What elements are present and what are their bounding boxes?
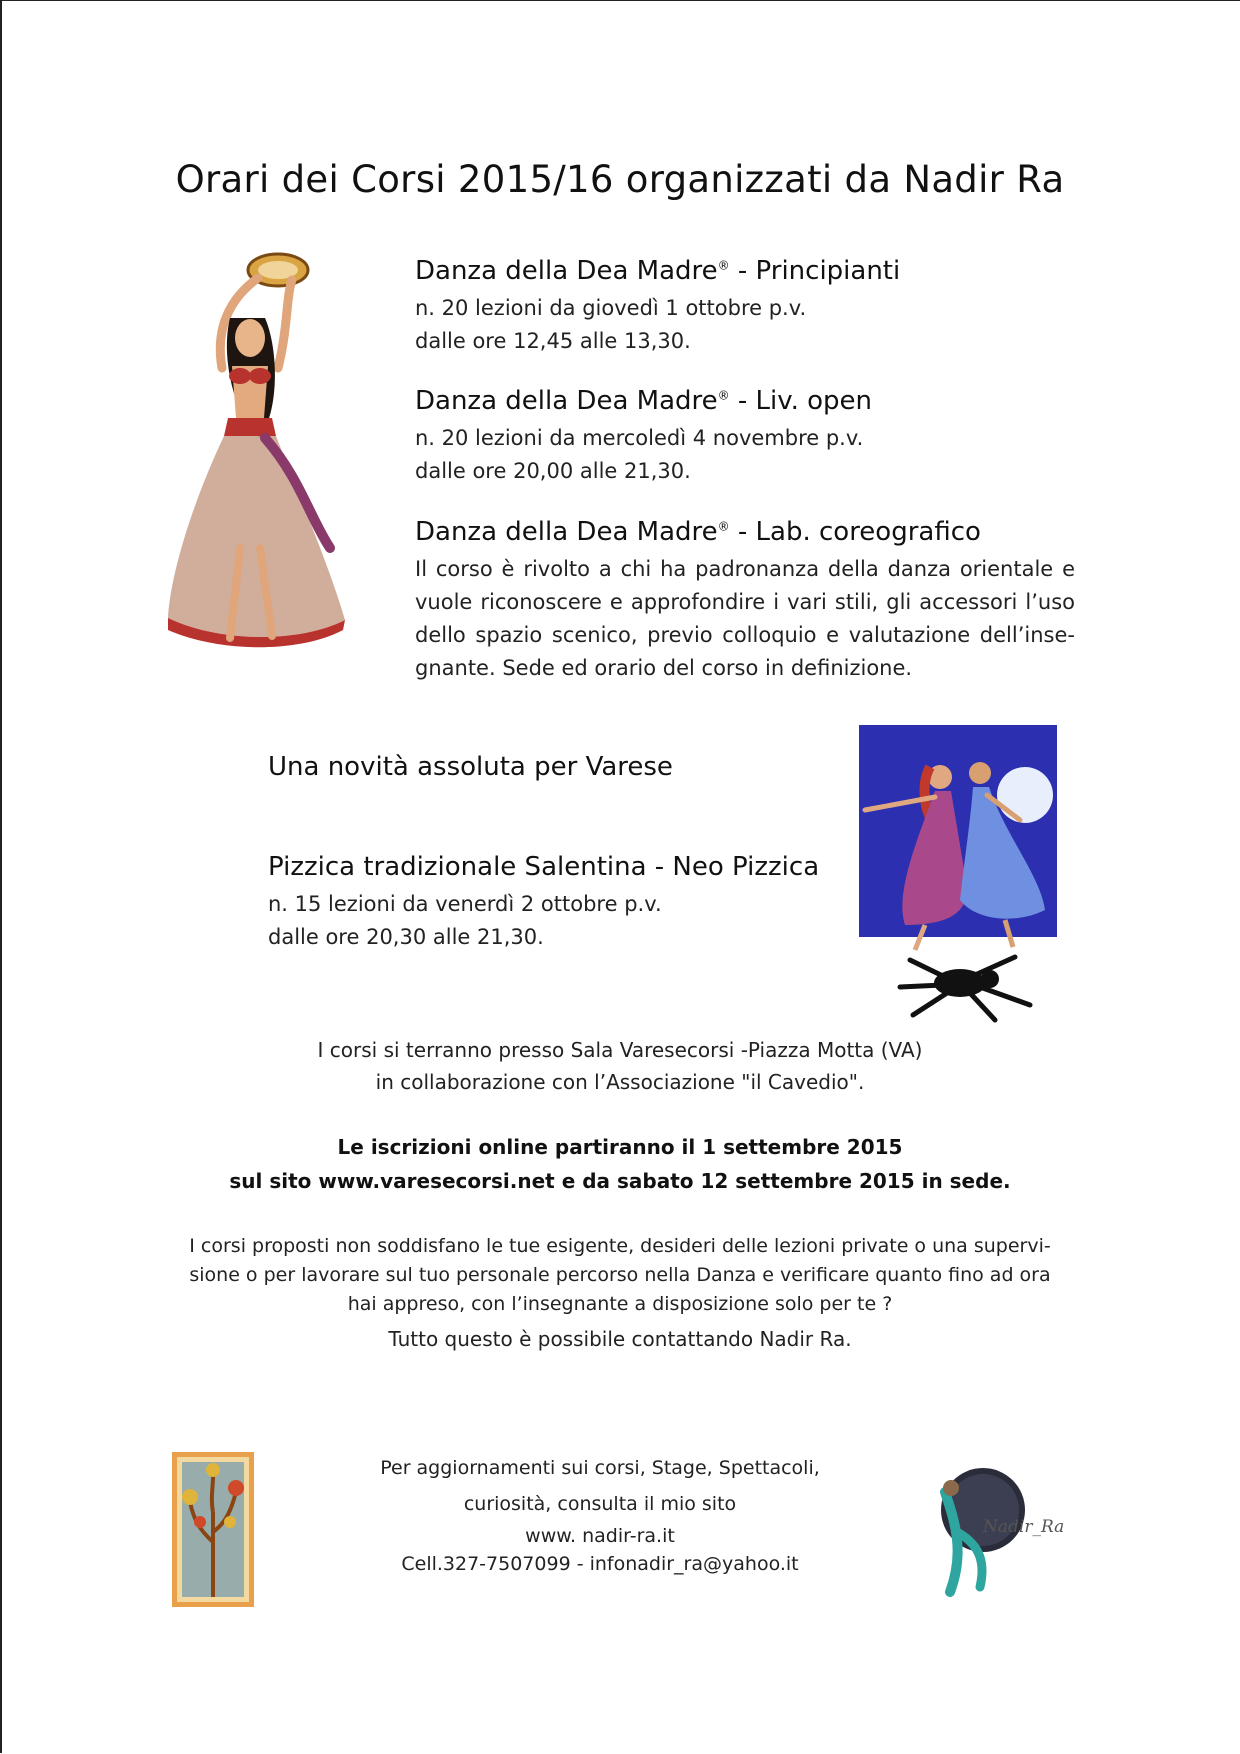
- course-heading: Danza della Dea Madre® - Lab. coreografico: [415, 517, 981, 547]
- course-times: dalle ore 20,00 alle 21,30.: [415, 459, 691, 483]
- course-description: Il corso è rivolto a chi ha padronanza della danza orientale e vuole riconoscere e approfondire i vari stili, gli accessori l’uso dello spazio scenico, previo colloquio e valutazione dell’inse-gnante. Sede ed orario del corso in definizione.: [415, 557, 1075, 680]
- course-heading: Danza della Dea Madre® - Principianti: [415, 256, 901, 286]
- novita-headline: Una novità assoluta per Varese: [268, 752, 673, 782]
- tree-of-life-illustration: [172, 1452, 254, 1607]
- registration-info: [0, 1130, 1240, 1198]
- course-heading: Pizzica tradizionale Salentina - Neo Pizzica: [268, 852, 820, 882]
- course-liv-open: [415, 386, 1075, 488]
- course-times: dalle ore 20,30 alle 21,30.: [268, 925, 544, 949]
- page-title: Orari dei Corsi 2015/16 organizzati da Nadir Ra: [175, 158, 1065, 201]
- private-closing: Tutto questo è possibile contattando Nadir Ra.: [388, 1327, 852, 1351]
- course-pizzica: [268, 852, 828, 954]
- partnership-line: in collaborazione con l’Associazione "il Cavedio".: [375, 1070, 865, 1094]
- website-link[interactable]: www. nadir-ra.it: [525, 1525, 675, 1547]
- course-dates: n. 20 lezioni da giovedì 1 ottobre p.v.: [415, 296, 807, 320]
- private-line: hai appreso, con l’insegnante a disposizione solo per te ?: [347, 1293, 893, 1315]
- private-line: sione o per lavorare sul tuo personale percorso nella Danza e verificare quanto fino ad ora: [189, 1264, 1051, 1286]
- contacts-info: [330, 1450, 870, 1578]
- course-lab-coreografico: [415, 517, 1075, 685]
- location-info: [0, 1034, 1240, 1098]
- nadir-ra-logo: [925, 1462, 1075, 1607]
- belly-dancer-illustration: [160, 248, 350, 668]
- course-dates: n. 15 lezioni da venerdì 2 ottobre p.v.: [268, 892, 662, 916]
- private-lessons-info: [150, 1232, 1090, 1354]
- registration-start: Le iscrizioni online partiranno il 1 settembre 2015: [337, 1135, 903, 1159]
- course-heading: Danza della Dea Madre® - Liv. open: [415, 386, 873, 416]
- logo-text: Nadir_Ra: [983, 1517, 1065, 1537]
- location-line: I corsi si terranno presso Sala Varesecorsi -Piazza Motta (VA): [317, 1038, 923, 1062]
- contacts-site-intro: curiosità, consulta il mio sito: [463, 1493, 737, 1515]
- course-principianti: [415, 256, 1075, 358]
- course-times: dalle ore 12,45 alle 13,30.: [415, 329, 691, 353]
- contacts-intro: Per aggiornamenti sui corsi, Stage, Spettacoli,: [380, 1457, 820, 1479]
- registration-site: sul sito www.varesecorsi.net e da sabato 12 settembre 2015 in sede.: [229, 1169, 1011, 1193]
- course-dates: n. 20 lezioni da mercoledì 4 novembre p.v.: [415, 426, 864, 450]
- private-line: I corsi proposti non soddisfano le tue esigente, desideri delle lezioni private o una supervi-: [189, 1235, 1051, 1257]
- pizzica-dancers-illustration: [855, 725, 1060, 1030]
- phone-email[interactable]: Cell.327-7507099 - infonadir_ra@yahoo.it: [401, 1553, 799, 1575]
